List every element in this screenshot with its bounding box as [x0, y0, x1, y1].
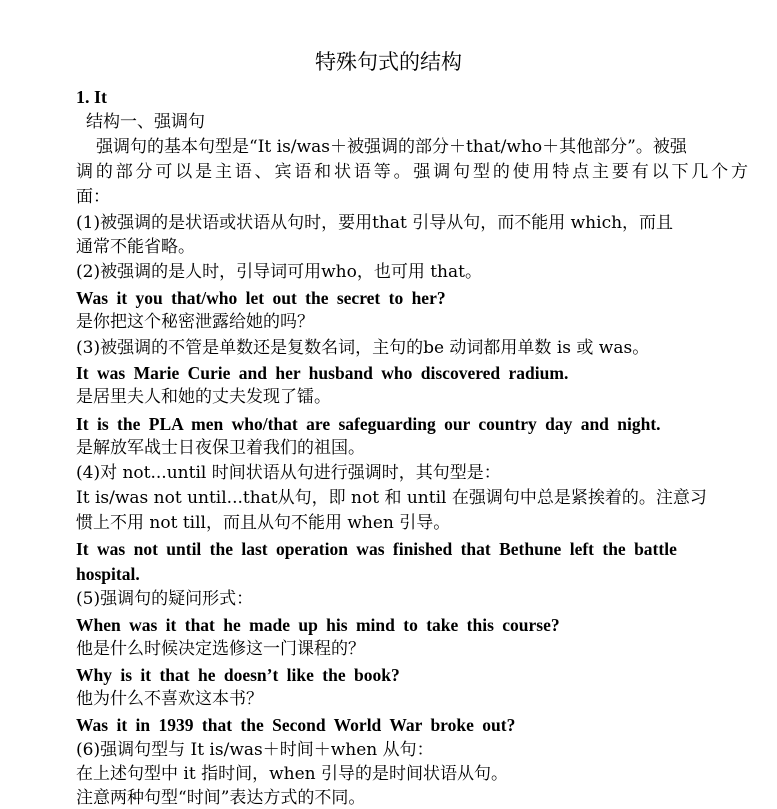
- paragraph-line: It is/was not until...that从句，即 not 和 until 在强调句中总是紧挨着的。注意习: [76, 488, 707, 508]
- paragraph-line: (3)被强调的不管是单数还是复数名词，主句的be 动词都用单数 is 或 was。: [76, 338, 650, 358]
- example-sentence: It was not until the last operation was finished that Bethune left the battle: [76, 539, 677, 559]
- example-sentence: When was it that he made up his mind to take this course?: [76, 615, 560, 635]
- paragraph-line: 面：: [76, 187, 110, 207]
- paragraph-line: 调的部分可以是主语、宾语和状语等。强调句型的使用特点主要有以下几个方: [76, 162, 748, 182]
- paragraph-line: (4)对 not...until 时间状语从句进行强调时，其句型是：: [76, 463, 501, 483]
- translation-line: 是居里夫人和她的丈夫发现了镭。: [76, 387, 331, 407]
- paragraph-line: (1)被强调的是状语或状语从句时，要用that 引导从句，而不能用 which，而且: [76, 213, 674, 233]
- translation-line: 是解放军战士日夜保卫着我们的祖国。: [76, 438, 365, 458]
- section-heading: 1. It: [76, 87, 107, 107]
- example-sentence: Why is it that he doesn’t like the book?: [76, 665, 400, 685]
- translation-line: 他为什么不喜欢这本书？: [76, 689, 263, 709]
- translation-line: 是你把这个秘密泄露给她的吗？: [76, 312, 314, 332]
- paragraph-line: (2)被强调的是人时，引导词可用who，也可用 that。: [76, 262, 482, 282]
- paragraph-line: 注意两种句型“时间”表达方式的不同。: [76, 788, 366, 808]
- example-sentence: It is the PLA men who/that are safeguarding our country day and night.: [76, 414, 661, 434]
- paragraph-line: (6)强调句型与 It is/was＋时间＋when 从句：: [76, 740, 434, 760]
- example-sentence: hospital.: [76, 564, 140, 584]
- paragraph-line: 通常不能省略。: [76, 237, 195, 257]
- paragraph-line: 惯上不用 not till，而且从句不能用 when 引导。: [76, 513, 451, 533]
- paragraph-line: 强调句的基本句型是“It is/was＋被强调的部分＋that/who＋其他部分”。被强: [96, 137, 687, 157]
- translation-line: 他是什么时候决定选修这一门课程的？: [76, 639, 365, 659]
- paragraph-line: 在上述句型中 it 指时间，when 引导的是时间状语从句。: [76, 764, 508, 784]
- page-title: 特殊句式的结构: [315, 50, 462, 74]
- paragraph-line: (5)强调句的疑问形式：: [76, 589, 254, 609]
- example-sentence: It was Marie Curie and her husband who discovered radium.: [76, 363, 569, 383]
- structure-heading: 结构一、强调句: [86, 112, 205, 132]
- example-sentence: Was it you that/who let out the secret to her?: [76, 288, 446, 308]
- example-sentence: Was it in 1939 that the Second World War broke out?: [76, 715, 516, 735]
